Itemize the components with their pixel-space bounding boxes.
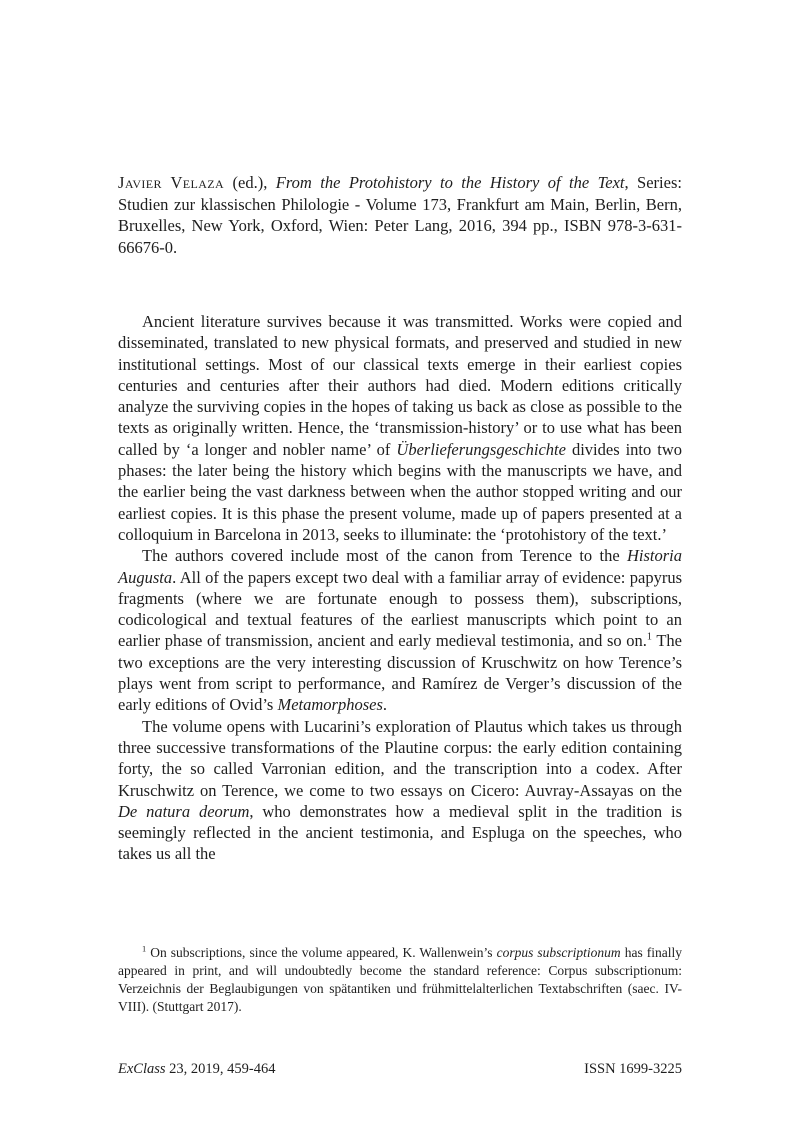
- issn-label: ISSN 1699-3225: [584, 1061, 682, 1077]
- page-footer: [118, 1060, 682, 1079]
- body-paragraph-2: The authors covered include most of the canon from Terence to the Historia Augusta. All of the papers except two deal with a familiar array of evidence: papyrus fragments (where we are fortunate enough to possess them), subscriptions, codicological and textual features of the earliest manuscripts which point to an earlier phase of transmission, ancient and early medieval testimonia, and so on.$^1$ The two exceptions are the very interesting discussion of Kruschwitz on how Terence’s plays went from script to performance, and Ramírez de Verger’s discussion of the early editions of Ovid’s Metamorphoses.: [118, 546, 682, 715]
- journal-reference: ExClass 23, 2019, 459-464: [118, 1061, 276, 1077]
- footnote-1: $^1$ On subscriptions, since the volume appeared, K. Wallenwein’s corpus subscriptionum has finally appeared in print, and will undoubtedly become the standard reference: Corpus subscriptionum: Verzeichnis der Beglaubigungen von spätantiken und frühmittelalterlichen Textabschriften (saec. IV-VIII). (Stuttgart 2017).: [118, 944, 682, 1014]
- review-body: [118, 311, 682, 865]
- body-paragraph-3: The volume opens with Lucarini’s exploration of Plautus which takes us through three successive transformations of the Plautine corpus: the early edition containing forty, the so called Varronian edition, and the transcription into a codex. After Kruschwitz on Terence, we come to two essays on Cicero: Auvray-Assayas on the De natura deorum, who demonstrates how a medieval split in the tradition is seemingly reflected in the ancient testimonia, and Espluga on the speeches, who takes us all the: [118, 716, 683, 864]
- body-paragraph-1: Ancient literature survives because it was transmitted. Works were copied and disseminated, translated to new physical formats, and preserved and studied in new institutional settings. Most of our classical texts emerge in their earliest copies centuries and centuries after their authors had died. Modern editions critically analyze the surviving copies in the hopes of taking us back as close as possible to the texts as originally written. Hence, the ‘transmission-history’ or to use what has been called by ‘a longer and nobler name’ of Überlieferungsgeschichte divides into two phases: the later being the history which begins with the manuscripts we have, and the earlier being the vast darkness between when the author stopped writing and our earliest copies. It is this phase the present volume, made up of papers presented at a colloquium in Barcelona in 2013, seeks to illuminate: the ‘protohistory of the text.’: [118, 312, 682, 544]
- book-citation: Javier Velaza (ed.), From the Protohistory to the History of the Text, Series: Studien zur klassischen Philologie - Volume 173, Frankfurt am Main, Berlin, Bern, Bruxelles, New York, Oxford, Wien: Peter Lang, 2016, 394 pp., ISBN 978-3-631-66676-0.: [118, 173, 682, 257]
